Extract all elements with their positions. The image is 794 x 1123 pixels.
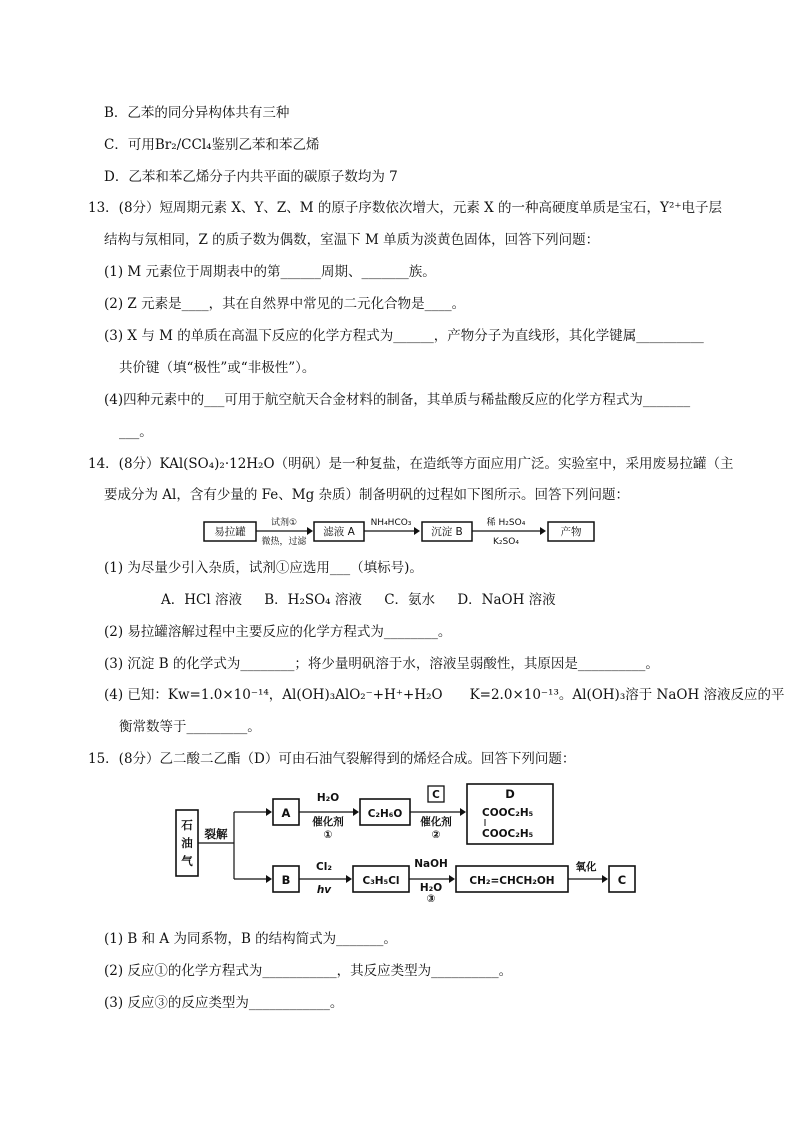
q14-flow-diagram (200, 514, 600, 548)
q15-stem: 15．(8分）乙二酸二乙酯（D）可由石油气裂解得到的烯烃合成。回答下列问题： (88, 751, 576, 767)
svg-text:D: D (505, 787, 515, 801)
q13-stem-2: 结构与氖相同，Z 的质子数为偶数，室温下 M 单质为淡黄色固体，回答下列问题： (104, 232, 600, 248)
q13-stem: 13．(8分）短周期元素 X、Y、Z、M 的原子序数依次增大，元素 X 的一种高硬度单质是宝石，Y²⁺电子层 (88, 200, 722, 216)
svg-text:COOC₂H₅: COOC₂H₅ (482, 807, 534, 819)
svg-text:③: ③ (426, 893, 436, 902)
source-char-2: 油 (181, 836, 193, 850)
q15-part3: (3) 反应③的反应类型为____________。 (104, 995, 344, 1011)
svg-text:催化剂: 催化剂 (312, 816, 344, 828)
q14-stem-2: 要成分为 Al，含有少量的 Fe、Mg 杂质）制备明矾的过程如下图所示。回答下列问题： (104, 487, 630, 503)
svg-text:微热，过滤: 微热，过滤 (261, 537, 307, 547)
svg-text:C: C (617, 873, 627, 887)
q15-part2: (2) 反应①的化学方程式为___________，其反应类型为__________。 (104, 963, 513, 979)
svg-text:C: C (432, 789, 440, 801)
svg-text:CH₂=CHCH₂OH: CH₂=CHCH₂OH (469, 875, 555, 887)
svg-text:试剂①: 试剂① (270, 518, 298, 528)
svg-text:COOC₂H₅: COOC₂H₅ (482, 828, 534, 840)
option-b: B．H₂SO₄ 溶液 (264, 592, 362, 608)
q14-part4-cont: 衡常数等于_________。 (119, 719, 261, 735)
flow14-box1: 易拉罐 (214, 526, 246, 538)
q13-part3-cont: 共价键（填“极性”或“非极性”）。 (119, 360, 316, 376)
option-d: D．NaOH 溶液 (457, 592, 556, 608)
svg-text:C₂H₆O: C₂H₆O (367, 808, 403, 820)
source-char-3: 气 (181, 854, 193, 868)
svg-text:催化剂: 催化剂 (420, 816, 452, 828)
svg-text:①: ① (323, 829, 333, 841)
svg-text:②: ② (431, 829, 441, 841)
q14-part3: (3) 沉淀 B 的化学式为________；将少量明矾溶于水，溶液呈弱酸性，其原因是__________。 (104, 656, 659, 672)
svg-text:A: A (281, 806, 291, 820)
q15-part1: (1) B 和 A 为同系物，B 的结构简式为_______。 (104, 931, 397, 947)
line-c: C．可用Br₂/CCl₄鉴别乙苯和苯乙烯 (104, 137, 320, 153)
line-b: B．乙苯的同分异构体共有三种 (104, 105, 290, 121)
option-c: C．氨水 (384, 592, 436, 608)
q14-part1: (1) 为尽量少引入杂质，试剂①应选用___（填标号)。 (104, 560, 423, 576)
q14-part4: (4) 已知：Kw=1.0×10⁻¹⁴，Al(OH)₃AlO₂⁻+H⁺+H₂O K=2.0×10⁻¹³。Al(OH)₃溶于 NaOH 溶液反应的平 (104, 687, 785, 703)
source-char-1: 石 (181, 818, 193, 832)
q13-part4-cont: ___。 (119, 424, 153, 440)
q14-options (161, 591, 574, 609)
q13-part4: (4)四种元素中的___可用于航空航天合金材料的制备，其单质与稀盐酸反应的化学方程式为_______ (104, 392, 691, 408)
q13-part2: (2) Z 元素是____，其在自然界中常见的二元化合物是____。 (104, 296, 466, 312)
svg-text:NaOH: NaOH (414, 858, 448, 870)
q14-part2: (2) 易拉罐溶解过程中主要反应的化学方程式为________。 (104, 624, 452, 640)
svg-text:C₃H₅Cl: C₃H₅Cl (362, 875, 400, 887)
line-d: D．乙苯和苯乙烯分子内共平面的碳原子数均为 7 (104, 169, 398, 185)
split-label: 裂解 (204, 827, 228, 841)
svg-text:氧化: 氧化 (575, 861, 597, 873)
svg-text:稀 H₂SO₄: 稀 H₂SO₄ (486, 518, 526, 528)
svg-text:H₂O: H₂O (419, 882, 443, 894)
q14-stem: 14．(8分）KAl(SO₄)₂·12H₂O（明矾）是一种复盐，在造纸等方面应用广泛。实验室中，采用废易拉罐（主 (88, 456, 734, 472)
q15-flow-diagram (170, 780, 640, 902)
svg-text:沉淀 B: 沉淀 B (431, 526, 463, 538)
q13-part3: (3) X 与 M 的单质在高温下反应的化学方程式为______，产物分子为直线形，其化学键属__________ (104, 328, 704, 344)
svg-text:B: B (281, 873, 291, 887)
svg-text:滤液 A: 滤液 A (323, 526, 355, 538)
option-a: A．HCl 溶液 (161, 592, 242, 608)
svg-text:K₂SO₄: K₂SO₄ (493, 537, 519, 547)
svg-text:hv: hv (316, 884, 332, 896)
svg-text:Cl₂: Cl₂ (316, 861, 332, 873)
svg-text:H₂O: H₂O (316, 792, 340, 804)
svg-text:NH₄HCO₃: NH₄HCO₃ (370, 518, 412, 528)
q13-part1: (1) M 元素位于周期表中的第______周期、_______族。 (104, 264, 436, 280)
svg-text:产物: 产物 (560, 526, 582, 538)
